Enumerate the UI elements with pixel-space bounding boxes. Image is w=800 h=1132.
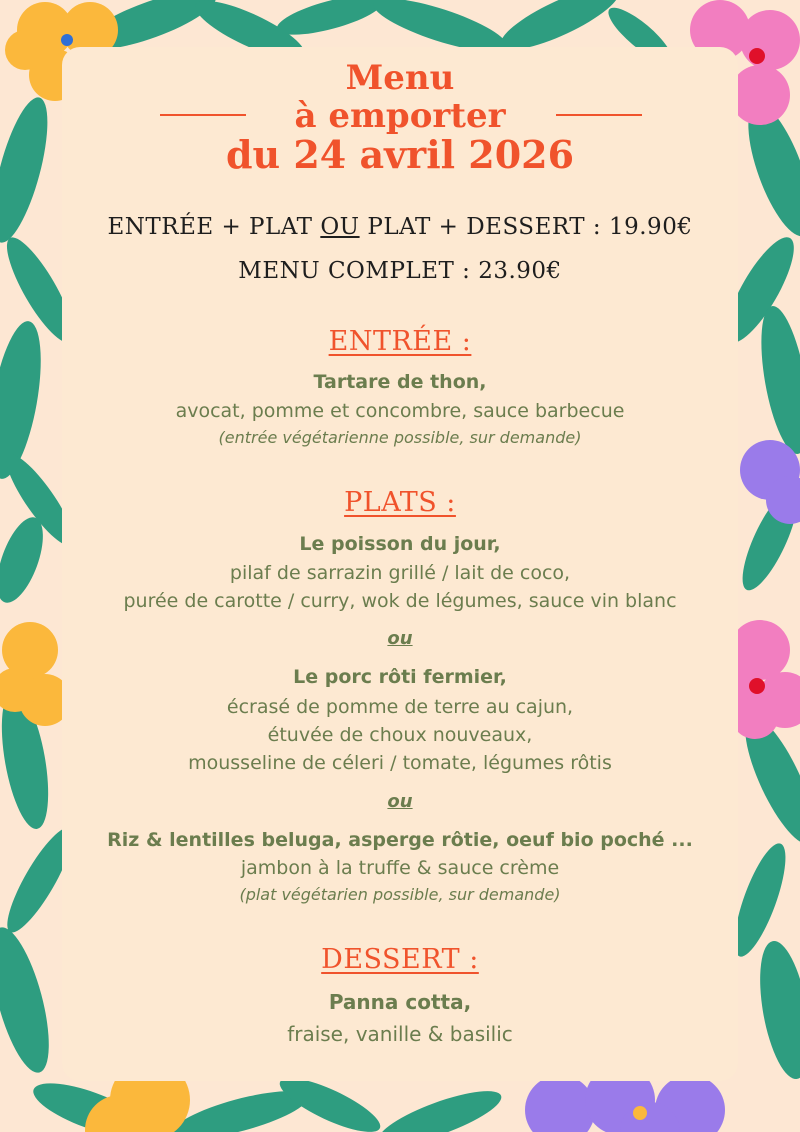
title-a-emporter: à emporter bbox=[294, 96, 506, 136]
plat-3-desc: jambon à la truffe & sauce crème bbox=[240, 857, 560, 879]
plat-3-dish: Riz & lentilles beluga, asperge rôtie, oeuf bio poché ... bbox=[107, 829, 693, 851]
title-rule-right bbox=[556, 114, 642, 116]
entree-note: (entrée végétarienne possible, sur demande) bbox=[218, 428, 582, 447]
entree-dish: Tartare de thon, bbox=[313, 371, 487, 393]
plat-2-dish: Le porc rôti fermier, bbox=[293, 666, 507, 688]
price-complete: MENU COMPLET : 23.90€ bbox=[238, 258, 562, 284]
price-formula bbox=[0, 214, 800, 240]
or-separator-1: ou bbox=[387, 628, 413, 649]
plats-note: (plat végétarien possible, sur demande) bbox=[239, 885, 561, 904]
plats-heading: PLATS : bbox=[344, 487, 456, 518]
dessert-dish: Panna cotta, bbox=[328, 990, 472, 1014]
entree-heading: ENTRÉE : bbox=[328, 326, 472, 357]
dessert-desc: fraise, vanille & basilic bbox=[287, 1022, 513, 1046]
plat-1-desc-1: pilaf de sarrazin grillé / lait de coco, bbox=[229, 562, 571, 584]
price-formula-start: ENTRÉE + PLAT bbox=[107, 214, 321, 240]
title-date: du 24 avril 2026 bbox=[225, 132, 575, 177]
or-separator-2: ou bbox=[387, 791, 413, 812]
price-formula-end: PLAT + DESSERT : 19.90€ bbox=[359, 214, 693, 240]
plat-2-desc-2: étuvée de choux nouveaux, bbox=[267, 724, 533, 746]
plat-1-desc-2: purée de carotte / curry, wok de légumes, sauce vin blanc bbox=[123, 590, 677, 612]
title-menu: Menu bbox=[345, 58, 455, 98]
entree-desc: avocat, pomme et concombre, sauce barbecue bbox=[175, 400, 625, 422]
plat-2-desc-3: mousseline de céleri / tomate, légumes rôtis bbox=[188, 752, 612, 774]
dessert-heading: DESSERT : bbox=[321, 944, 479, 975]
plat-1-dish: Le poisson du jour, bbox=[299, 533, 501, 555]
plat-2-desc-1: écrasé de pomme de terre au cajun, bbox=[226, 696, 574, 718]
price-formula-or: OU bbox=[320, 214, 360, 240]
